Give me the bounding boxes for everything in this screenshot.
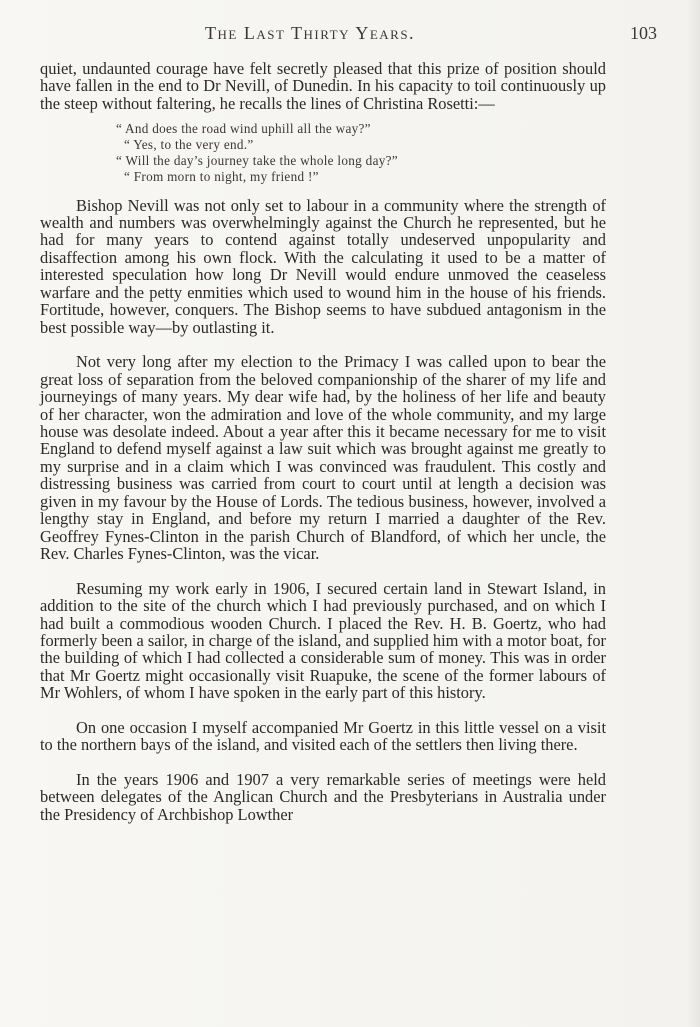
poem-line-2: “ Yes, to the very end.”	[124, 137, 254, 153]
body-text	[40, 60, 606, 823]
running-title: The Last Thirty Years.	[205, 23, 416, 43]
poem-line-3: “ Will the day’s journey take the whole long day?”	[116, 152, 398, 168]
poem-line-4: “ From morn to night, my friend !”	[124, 168, 319, 184]
page-header	[40, 23, 660, 47]
paragraph-1: quiet, undaunted courage have felt secretly pleased that this prize of position should have fallen in the end to Dr Nevill, of Dunedin. In his capacity to toil continuously up the steep without faltering, he recalls the lines of Christina Rosetti:—	[40, 59, 606, 113]
paragraph-2: Bishop Nevill was not only set to labour in a community where the strength of wealth and numbers was overwhelmingly against the Church he represented, but he had for many years to contend against totally undeserved unpopularity and disaffection among his own flock. With the calculating it used to be a matter of interested speculation how long Dr Nevill would endure unmoved the ceaseless warfare and the petty enmities which used to wound him in the house of his friends. Fortitude, however, conquers. The Bishop seems to have subdued antagonism in the best possible way—by outlasting it.	[40, 195, 606, 337]
poem-quotation	[40, 121, 606, 184]
poem-line-1: “ And does the road wind uphill all the way?”	[116, 121, 371, 137]
page-edge-shadow	[686, 0, 700, 1027]
page-number: 103	[630, 23, 657, 43]
paragraph-6: In the years 1906 and 1907 a very remarkable series of meetings were held between delegates of the Anglican Church and the Presbyterians in Australia under the Presidency of Archbishop Lowther	[40, 769, 606, 824]
paragraph-3: Not very long after my election to the Primacy I was called upon to bear the great loss of separation from the beloved companionship of the sharer of my life and journeyings of many years. My dear wife had, by the holiness of her life and beauty of her character, won the admiration and love of the whole community, and my large house was desolate indeed. About a year after this it became necessary for me to visit England to defend myself against a law suit which was brought against me greatly to my surprise and in a claim which I was convinced was fraudulent. This costly and distressing business was carried from court to court until at length a decision was given in my favour by the House of Lords. The tedious business, however, involved a lengthy stay in England, and before my return I married a daughter of the Rev. Geoffrey Fynes-Clinton in the parish Church of Blandford, of which her uncle, the Rev. Charles Fynes-Clinton, was the vicar.	[40, 352, 606, 564]
paragraph-5: On one occasion I myself accompanied Mr Goertz in this little vessel on a visit to the northern bays of the island, and visited each of the settlers then living there.	[40, 717, 606, 755]
paragraph-4: Resuming my work early in 1906, I secured certain land in Stewart Island, in addition to the site of the church which I had previously purchased, and on which I had built a commodious wooden Church. I placed the Rev. H. B. Goertz, who had formerly been a sailor, in charge of the island, and supplied him with a motor boat, for the building of which I had collected a considerable sum of money. This was in order that Mr Goertz might occasionally visit Ruapuke, the scene of the former labours of Mr Wohlers, of whom I have spoken in the early part of this history.	[40, 578, 606, 703]
